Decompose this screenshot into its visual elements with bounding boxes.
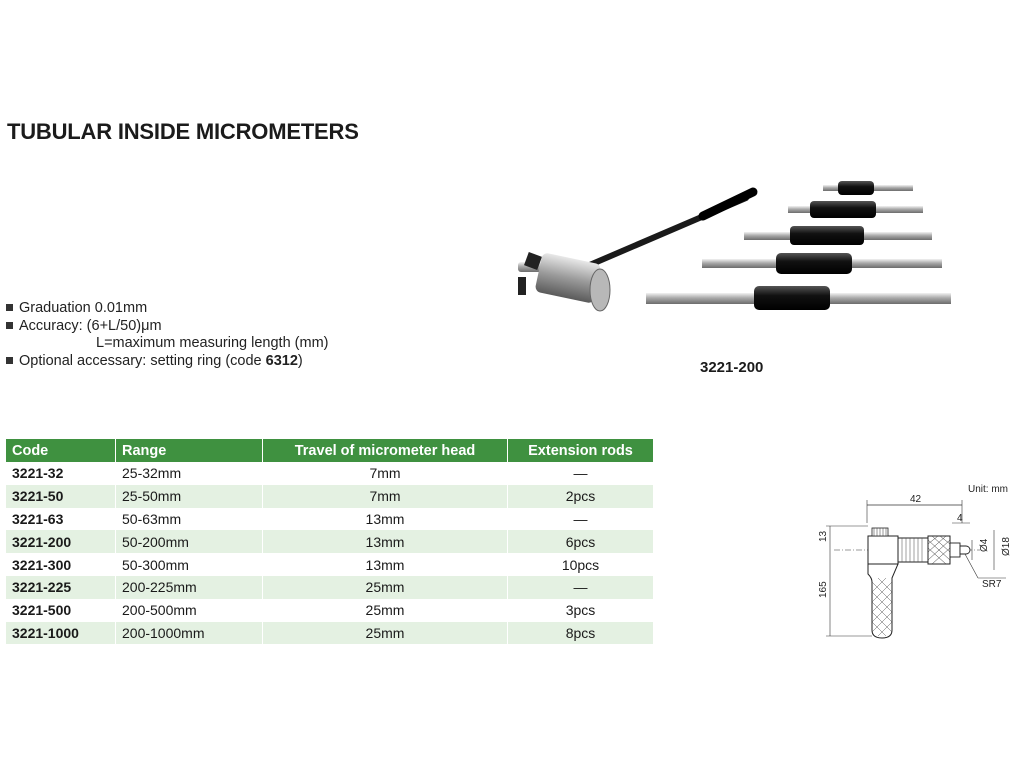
dim-sr7: SR7 — [982, 579, 1002, 590]
cell-code: 3221-500 — [6, 599, 116, 622]
page-title: TUBULAR INSIDE MICROMETERS — [7, 119, 359, 144]
cell-code: 3221-1000 — [6, 622, 116, 645]
dim-4: 4 — [957, 513, 963, 524]
feature-accuracy-note-text: L=maximum measuring length (mm) — [96, 335, 329, 351]
table-header-row — [6, 439, 654, 462]
cell-range: 200-225mm — [116, 576, 263, 599]
table-row — [6, 599, 654, 622]
handle — [578, 192, 753, 270]
spec-table — [6, 439, 654, 644]
cell-travel: 13mm — [263, 508, 508, 531]
header-extension-rods: Extension rods — [508, 439, 654, 462]
cell-extension-rods: 10pcs — [508, 553, 654, 576]
feature-accuracy — [6, 318, 328, 336]
feature-list — [6, 300, 328, 370]
cell-travel: 13mm — [263, 530, 508, 553]
feature-graduation — [6, 300, 328, 318]
accessory-code: 6312 — [265, 352, 298, 369]
cell-code: 3221-63 — [6, 508, 116, 531]
cell-code: 3221-200 — [6, 530, 116, 553]
bullet-icon — [6, 304, 13, 311]
cell-travel: 25mm — [263, 599, 508, 622]
cell-code: 3221-32 — [6, 462, 116, 485]
feature-accessory — [6, 353, 328, 371]
extension-rod-2 — [788, 201, 923, 218]
product-photo — [508, 168, 958, 328]
bullet-icon — [6, 357, 13, 364]
cell-range: 25-50mm — [116, 485, 263, 508]
table-row — [6, 576, 654, 599]
extension-rod-1 — [823, 181, 913, 195]
cell-range: 200-1000mm — [116, 622, 263, 645]
header-travel: Travel of micrometer head — [263, 439, 508, 462]
cell-extension-rods: 3pcs — [508, 599, 654, 622]
cell-extension-rods: 6pcs — [508, 530, 654, 553]
cell-extension-rods: — — [508, 508, 654, 531]
table-row — [6, 508, 654, 531]
cell-range: 200-500mm — [116, 599, 263, 622]
header-range: Range — [116, 439, 263, 462]
cell-extension-rods: — — [508, 462, 654, 485]
dim-d18: Ø18 — [1001, 537, 1012, 556]
dim-d4: Ø4 — [979, 538, 990, 552]
extension-rod-3 — [744, 226, 932, 245]
dim-165: 165 — [818, 581, 829, 598]
cell-travel: 13mm — [263, 553, 508, 576]
dimension-drawing — [812, 478, 1024, 648]
unit-label: Unit: mm — [968, 484, 1008, 495]
cell-extension-rods: 2pcs — [508, 485, 654, 508]
cell-code: 3221-225 — [6, 576, 116, 599]
cell-extension-rods: 8pcs — [508, 622, 654, 645]
table-row — [6, 553, 654, 576]
dim-42: 42 — [910, 494, 922, 505]
cell-range: 50-63mm — [116, 508, 263, 531]
dim-13: 13 — [818, 530, 829, 542]
table-row — [6, 485, 654, 508]
table-row — [6, 462, 654, 485]
cell-code: 3221-300 — [6, 553, 116, 576]
extension-rod-5 — [646, 286, 951, 310]
cell-range: 50-200mm — [116, 530, 263, 553]
cell-extension-rods: — — [508, 576, 654, 599]
extension-rod-4 — [702, 253, 942, 274]
feature-graduation-text: Graduation 0.01mm — [19, 300, 148, 316]
feature-accessory-text — [19, 353, 303, 371]
bullet-icon — [6, 322, 13, 329]
cell-travel: 7mm — [263, 462, 508, 485]
cell-travel: 25mm — [263, 622, 508, 645]
feature-accuracy-text: Accuracy: (6+L/50)μm — [19, 317, 162, 334]
photo-caption: 3221-200 — [700, 359, 764, 376]
cell-code: 3221-50 — [6, 485, 116, 508]
table-row — [6, 622, 654, 645]
cell-travel: 25mm — [263, 576, 508, 599]
table-row — [6, 530, 654, 553]
header-code: Code — [6, 439, 116, 462]
cell-range: 25-32mm — [116, 462, 263, 485]
feature-accuracy-note — [6, 335, 328, 353]
accessory-suffix: ) — [297, 352, 303, 369]
accessory-prefix: Optional accessary: setting ring (code — [19, 352, 266, 369]
cell-travel: 7mm — [263, 485, 508, 508]
cell-range: 50-300mm — [116, 553, 263, 576]
